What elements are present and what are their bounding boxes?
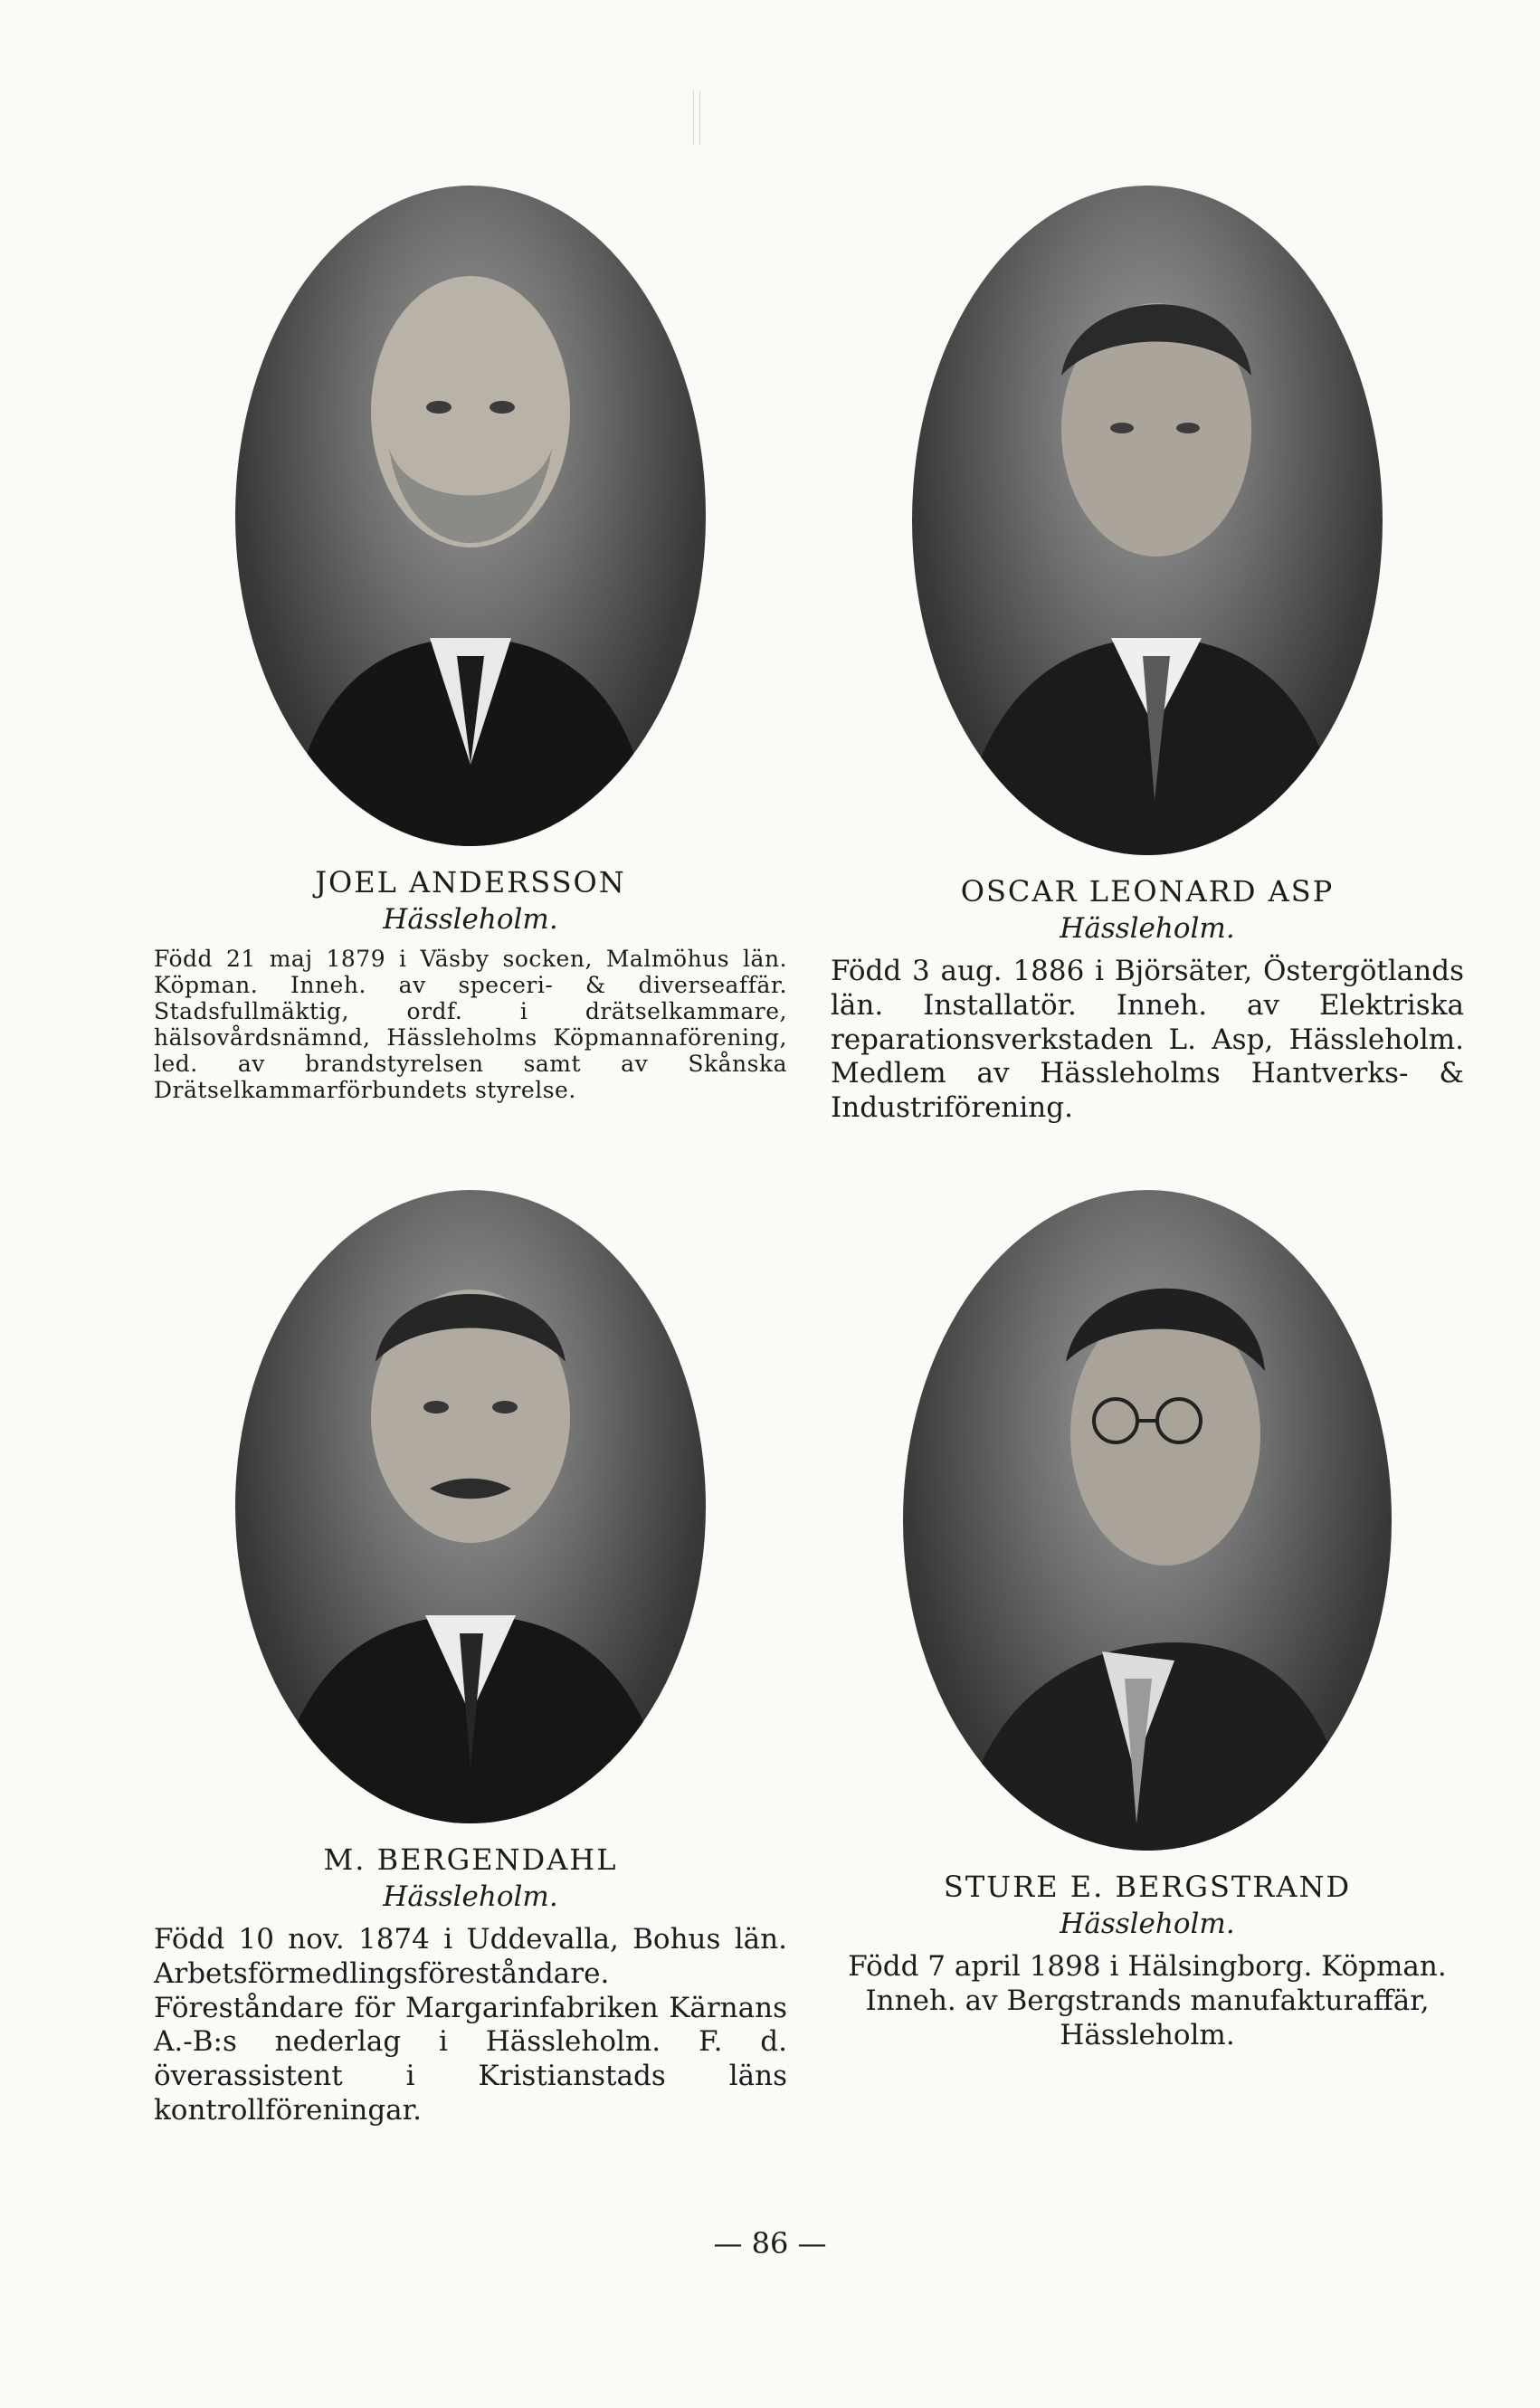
person-place: Hässleholm. <box>1060 911 1235 945</box>
person-place: Hässleholm. <box>1060 1907 1235 1940</box>
page-number: — 86 — <box>713 2226 827 2260</box>
entry-joel-andersson <box>154 186 787 1103</box>
person-name: M. BERGENDAHL <box>323 1842 618 1877</box>
portrait-figure <box>235 186 706 846</box>
person-name: OSCAR LEONARD ASP <box>960 874 1335 909</box>
person-name: STURE E. BERGSTRAND <box>943 1870 1352 1904</box>
scan-artifact <box>693 90 700 145</box>
person-name: JOEL ANDERSSON <box>315 865 626 899</box>
person-bio: Född 7 april 1898 i Hälsingborg. Köpman. Inneh. av Bergstrands manufakturaffär, Hässleholm. <box>848 1949 1447 2051</box>
portrait-photo <box>912 186 1383 855</box>
person-bio: Född 21 maj 1879 i Väsby socken, Malmöhus län. Köpman. Inneh. av speceri- & diverseaffär. Stadsfullmäktig, ordf. i drätselkammare, hälsovårdsnämnd, Hässleholms Köpmannaförening, led. av brandstyrelsen samt av Skånska Drätselkammarförbundets styrelse. <box>154 945 787 1103</box>
person-bio: Född 10 nov. 1874 i Uddevalla, Bohus län. Arbetsförmedlingsföreståndare. Föreståndare för Margarinfabriken Kärnans A.-B:s nederlag i Hässleholm. F. d. överassistent i Kristianstads läns kontrollföreningar. <box>154 1922 787 2127</box>
portrait-figure <box>235 1190 706 1823</box>
portrait-photo <box>235 1190 706 1823</box>
entry-sture-e-bergstrand <box>831 1190 1464 2052</box>
portrait-figure <box>903 1190 1392 1851</box>
portrait-photo <box>903 1190 1392 1851</box>
portrait-photo <box>235 186 706 846</box>
person-bio: Född 3 aug. 1886 i Björsäter, Östergötlands län. Installatör. Inneh. av Elektriska reparationsverkstaden L. Asp, Hässleholm. Medlem av Hässleholms Hantverks- & Industriförening. <box>831 954 1464 1125</box>
portrait-figure <box>912 186 1383 855</box>
person-place: Hässleholm. <box>383 1880 558 1913</box>
entry-m-bergendahl <box>154 1190 787 2128</box>
person-place: Hässleholm. <box>383 902 558 936</box>
entry-oscar-leonard-asp <box>831 186 1464 1126</box>
